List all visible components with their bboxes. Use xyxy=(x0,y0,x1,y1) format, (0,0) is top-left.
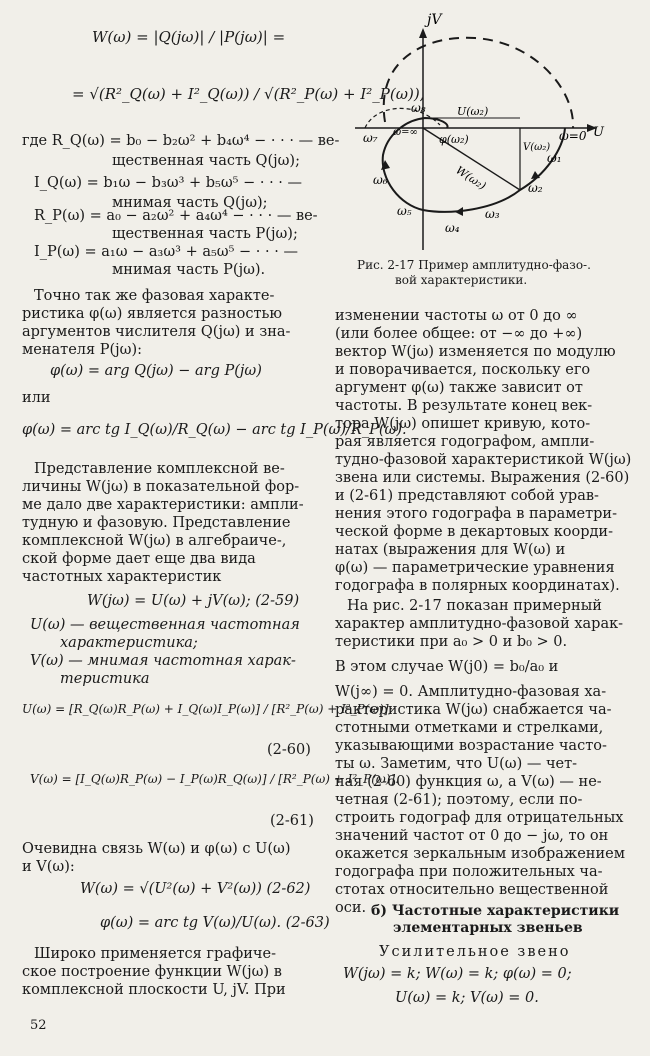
paragraph-line: и (2-61) представляют собой урав- xyxy=(335,488,599,504)
paragraph-line: тудную и фазовую. Представление xyxy=(22,515,291,531)
def-line: щественная часть Q(jω); xyxy=(112,153,300,169)
paragraph-line: ческой форме в декартовых коорди- xyxy=(335,524,613,540)
paragraph-line: четная (2-61); поэтому, если по- xyxy=(335,792,583,808)
or-text: или xyxy=(22,390,51,406)
paragraph-line: и поворачивается, поскольку его xyxy=(335,362,591,378)
paragraph-line: W(j∞) = 0. Амплитудно-фазовая ха- xyxy=(335,684,607,700)
eq-phi-arg: φ(ω) = arg Q(jω) − arg P(jω) xyxy=(50,363,262,379)
eq-2-63: φ(ω) = arc tg V(ω)/U(ω). (2-63) xyxy=(100,915,330,931)
figure-caption-cont: вой характеристики. xyxy=(395,273,528,287)
paragraph-line: комплексной плоскости U, jV. При xyxy=(22,982,286,998)
paragraph-line: ме дало две характеристики: ампли- xyxy=(22,497,304,513)
label-w1: ω₁ xyxy=(547,151,562,165)
paragraph-line: Очевидна связь W(ω) и φ(ω) с U(ω) xyxy=(22,841,291,857)
eq-V: V(ω) = [I_Q(ω)R_P(ω) − I_P(ω)R_Q(ω)] / [R²_P(ω) + I²_P(ω)]. xyxy=(30,772,399,786)
def-line: I_Q(ω) = b₁ω − b₃ω³ + b₅ω⁵ − · · · — xyxy=(34,175,303,191)
paragraph-line: изменении частоты ω от 0 до ∞ xyxy=(335,308,578,324)
amplitude-phase-figure xyxy=(335,0,631,262)
paragraph-line: указывающими возрастание часто- xyxy=(335,738,607,754)
label-w7: ω₇ xyxy=(363,131,378,145)
eq-W-modulus-2: = √(R²_Q(ω) + I²_Q(ω)) / √(R²_P(ω) + I²_P(ω)), xyxy=(72,85,425,103)
paragraph-line: менателя P(jω): xyxy=(22,342,143,358)
paragraph-line: стотах относительно вещественной xyxy=(335,882,609,898)
def-line: R_P(ω) = a₀ − a₂ω² + a₄ω⁴ − · · · — ве- xyxy=(34,208,318,224)
paragraph-line: Широко применяется графиче- xyxy=(34,946,276,962)
figure-caption: Рис. 2-17 Пример амплитудно-фазо-. xyxy=(357,258,591,272)
paragraph-line: (или более общее: от −∞ до +∞) xyxy=(335,326,583,342)
def-line: где R_Q(ω) = b₀ − b₂ω² + b₄ω⁴ − · · · — ве- xyxy=(22,133,340,149)
paragraph-line: строить годограф для отрицательных xyxy=(335,810,624,826)
paragraph-line: аргумент φ(ω) также зависит от xyxy=(335,380,583,396)
label-w6: ω₆ xyxy=(373,173,388,187)
label-phi-w2: φ(ω₂) xyxy=(439,133,469,146)
eq-U: U(ω) = [R_Q(ω)R_P(ω) + I_Q(ω)I_P(ω)] / [R²_P(ω) + I²_P(ω)]; xyxy=(22,702,393,716)
section-heading: б) Частотные характеристики xyxy=(371,903,620,919)
paragraph-line: натах (выражения для W(ω) и xyxy=(335,542,566,558)
label-W-w2: W(ω₂) xyxy=(453,163,489,193)
paragraph-line: В этом случае W(j0) = b₀/a₀ и xyxy=(335,659,559,675)
eq-label-2-61: (2-61) xyxy=(270,813,314,829)
paragraph-line: годографа при положительных ча- xyxy=(335,864,603,880)
label-w5: ω₅ xyxy=(397,204,412,218)
paragraph-line: На рис. 2-17 показан примерный xyxy=(347,598,602,614)
paragraph-line: стотными отметками и стрелками, xyxy=(335,720,604,736)
paragraph-line: характер амплитудно-фазовой харак- xyxy=(335,616,624,632)
eq-gain-1: W(jω) = k; W(ω) = k; φ(ω) = 0; xyxy=(343,966,572,982)
paragraph-line: ской форме дает еще два вида xyxy=(22,551,256,567)
label-w8: ω₈ xyxy=(411,101,426,115)
eq-phi-arctg: φ(ω) = arc tg I_Q(ω)/R_Q(ω) − arc tg I_P(ω)/R_P(ω). xyxy=(22,422,407,438)
page-number: 52 xyxy=(30,1018,47,1033)
eq-W-modulus-1: W(ω) = |Q(jω)| / |P(jω)| = xyxy=(92,28,286,46)
label-V-w2: V(ω₂) xyxy=(523,142,551,153)
paragraph-line: оси. xyxy=(335,900,367,916)
paragraph-line: окажется зеркальным изображением xyxy=(335,846,625,862)
def-V: V(ω) — мнимая частотная харак- xyxy=(30,653,296,669)
paragraph-line: рая является годографом, ампли- xyxy=(335,434,595,450)
eq-label-2-60: (2-60) xyxy=(267,742,311,758)
paragraph-line: аргументов числителя Q(jω) и зна- xyxy=(22,324,291,340)
paragraph-line: личины W(jω) в показательной фор- xyxy=(22,479,300,495)
section-heading-cont: элементарных звеньев xyxy=(393,920,583,936)
paragraph-line: φ(ω) — параметрические уравнения xyxy=(335,560,615,576)
label-winf: ω=∞ xyxy=(393,127,418,138)
paragraph-line: ристика φ(ω) является разностью xyxy=(22,306,283,322)
subheading: Усилительное звено xyxy=(379,944,571,960)
paragraph-line: вектор W(jω) изменяется по модулю xyxy=(335,344,616,360)
paragraph-line: Точно так же фазовая характе- xyxy=(34,288,275,304)
paragraph-line: ты ω. Заметим, что U(ω) — чет- xyxy=(335,756,578,772)
paragraph-line: комплексной W(jω) в алгебраиче-, xyxy=(22,533,287,549)
paragraph-line: тудно-фазовой характеристикой W(jω) xyxy=(335,452,632,468)
paragraph-line: Представление комплексной ве- xyxy=(34,461,285,477)
label-w4: ω₄ xyxy=(445,221,460,235)
def-line: щественная часть P(jω); xyxy=(112,226,298,242)
def-U: U(ω) — вещественная частотная xyxy=(30,617,300,633)
eq-2-59: W(jω) = U(ω) + jV(ω); (2-59) xyxy=(87,593,300,609)
eq-2-62: W(ω) = √(U²(ω) + V²(ω)) (2-62) xyxy=(80,881,311,897)
label-w3: ω₃ xyxy=(485,207,500,221)
axis-label-U: U xyxy=(593,125,604,140)
label-w0: ω=0 xyxy=(559,129,587,143)
axis-label-jV: jV xyxy=(427,12,442,28)
def-U-cont: характеристика; xyxy=(60,635,198,651)
paragraph-line: и V(ω): xyxy=(22,859,75,875)
paragraph-line: ная (2-60) функция ω, а V(ω) — не- xyxy=(335,774,602,790)
paragraph-line: ское построение функции W(jω) в xyxy=(22,964,282,980)
imag-axis-arrow xyxy=(419,28,427,38)
def-line: мнимая часть P(jω). xyxy=(112,262,266,278)
paragraph-line: частотных характеристик xyxy=(22,569,222,585)
def-line: мнимая часть Q(jω); xyxy=(112,195,268,211)
def-V-cont: теристика xyxy=(60,671,150,687)
paragraph-line: частоты. В результате конец век- xyxy=(335,398,593,414)
curve-arrow xyxy=(455,207,463,216)
paragraph-line: теристики при a₀ > 0 и b₀ > 0. xyxy=(335,634,568,650)
def-line: I_P(ω) = a₁ω − a₃ω³ + a₅ω⁵ − · · · — xyxy=(34,244,298,260)
paragraph-line: звена или системы. Выражения (2-60) xyxy=(335,470,630,486)
label-w2: ω₂ xyxy=(528,181,543,195)
paragraph-line: годографа в полярных координатах). xyxy=(335,578,620,594)
eq-gain-2: U(ω) = k; V(ω) = 0. xyxy=(395,990,539,1006)
paragraph-line: тора W(jω) опишет кривую, кото- xyxy=(335,416,591,432)
paragraph-line: значений частот от 0 до − jω, то он xyxy=(335,828,609,844)
label-U-w2: U(ω₂) xyxy=(457,105,489,118)
paragraph-line: нения этого годографа в параметри- xyxy=(335,506,617,522)
paragraph-line: рактеристика W(jω) снабжается ча- xyxy=(335,702,612,718)
